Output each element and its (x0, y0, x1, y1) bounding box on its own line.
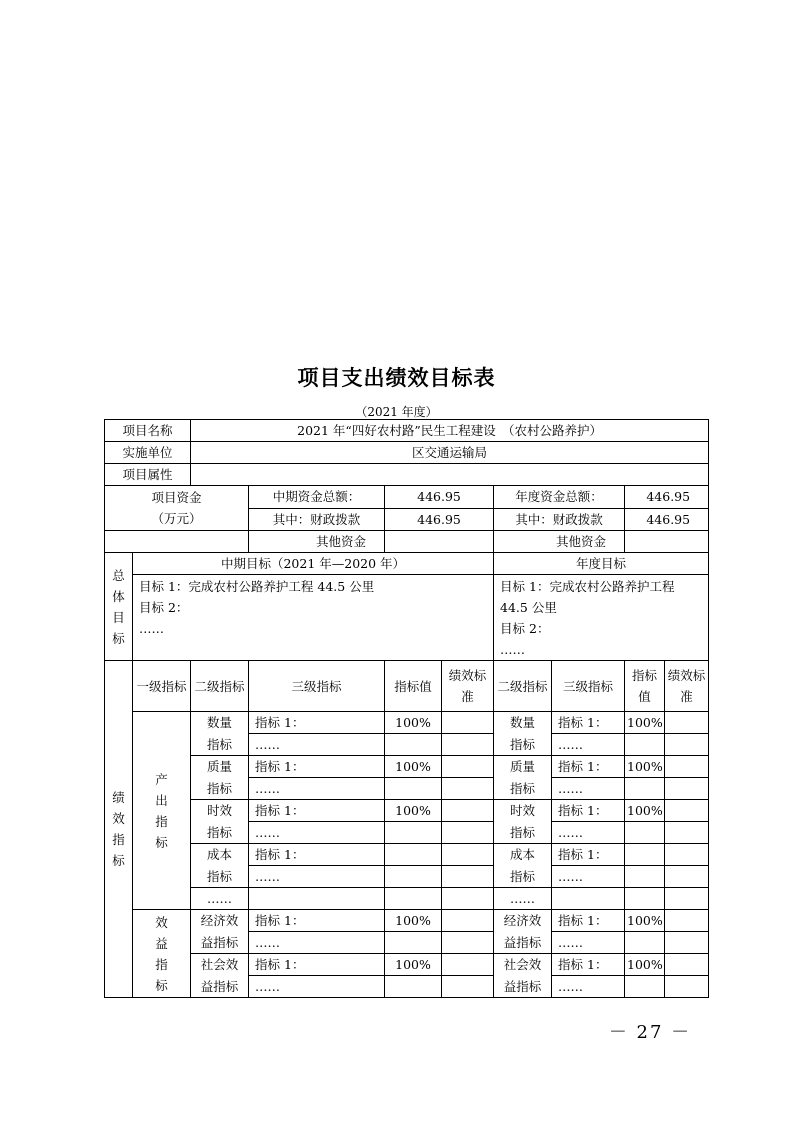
output-more-val (385, 888, 442, 910)
table-row (105, 844, 709, 866)
label-funds (105, 486, 249, 531)
row-project-name (105, 420, 709, 442)
annual-goal-content (494, 575, 709, 661)
header-indicator-value: 指标值 (385, 661, 442, 712)
header-perf-standard: 绩效标准 (442, 661, 494, 712)
output-l2-bottom: 指标 (191, 822, 249, 844)
annual-output-std2 (665, 822, 709, 844)
benefit-l2-top: 经济效 (191, 910, 249, 932)
annual-benefit-l2-bottom: 益指标 (494, 932, 552, 954)
annual-goal-line: …… (500, 642, 526, 657)
annual-output-l2-bottom: 指标 (494, 734, 552, 756)
annual-output-val2 (625, 866, 665, 888)
table-row (105, 734, 709, 756)
annual-output-std2 (665, 866, 709, 888)
output-ind1: 指标 1： (249, 800, 385, 822)
value-implementing-unit: 区交通运输局 (191, 442, 709, 464)
output-std1 (442, 800, 494, 822)
benefit-val2 (385, 932, 442, 954)
benefit-std2 (442, 976, 494, 998)
benefit-ind2: …… (249, 976, 385, 998)
annual-output-l2-bottom: 指标 (494, 778, 552, 800)
annual-benefit-l2-bottom: 益指标 (494, 976, 552, 998)
benefit-std1 (442, 954, 494, 976)
row-implementing-unit (105, 442, 709, 464)
annual-output-l2-top: 成本 (494, 844, 552, 866)
output-l2-top: 时效 (191, 800, 249, 822)
output-val2 (385, 866, 442, 888)
annual-benefit-val2 (625, 932, 665, 954)
label-project-attribute: 项目属性 (105, 464, 191, 486)
table-row (105, 756, 709, 778)
funds-blank (105, 531, 249, 553)
annual-output-std1 (665, 800, 709, 822)
header-annual-perf-standard: 绩效标准 (665, 661, 709, 712)
annual-benefit-val2 (625, 976, 665, 998)
output-l2-top: 质量 (191, 756, 249, 778)
table-row (105, 778, 709, 800)
benefit-ind1: 指标 1： (249, 910, 385, 932)
output-more-std (442, 888, 494, 910)
output-l2-top: 成本 (191, 844, 249, 866)
table-row (105, 712, 709, 734)
annual-output-more-std (665, 888, 709, 910)
header-level3: 三级指标 (249, 661, 385, 712)
benefit-ind2: …… (249, 932, 385, 954)
annual-benefit-l2-top: 经济效 (494, 910, 552, 932)
annual-benefit-ind2: …… (552, 976, 625, 998)
header-annual-indicator-value: 指标值 (625, 661, 665, 712)
label-output-indicators: 产 出 指 标 (133, 712, 191, 910)
benefit-val1: 100% (385, 910, 442, 932)
benefit-l2-bottom: 益指标 (191, 976, 249, 998)
annual-output-more: …… (494, 888, 552, 910)
annual-benefit-std2 (665, 932, 709, 954)
output-val1: 100% (385, 756, 442, 778)
row-indicator-header (105, 661, 709, 712)
output-std2 (442, 822, 494, 844)
output-val2 (385, 778, 442, 800)
table-row (105, 822, 709, 844)
value-project-attribute (191, 464, 709, 486)
annual-benefit-l2-top: 社会效 (494, 954, 552, 976)
label-annual-other: 其他资金 (494, 531, 625, 553)
label-annual-fiscal: 其中：财政拨款 (494, 508, 625, 531)
output-ind1: 指标 1： (249, 712, 385, 734)
output-std1 (442, 844, 494, 866)
label-benefit-indicators: 效 益 指 标 (133, 910, 191, 998)
annual-output-ind2: …… (552, 866, 625, 888)
label-perf-indicators: 绩 效 指 标 (105, 661, 133, 998)
header-annual-level3: 三级指标 (552, 661, 625, 712)
output-val2 (385, 734, 442, 756)
annual-output-val1: 100% (625, 712, 665, 734)
page-number: － 27 － (608, 1022, 692, 1043)
annual-output-std1 (665, 756, 709, 778)
output-val2 (385, 822, 442, 844)
performance-goal-table (104, 419, 709, 998)
document-subtitle: （2021 年度） (355, 405, 438, 419)
annual-output-ind2: …… (552, 822, 625, 844)
annual-output-ind2: …… (552, 778, 625, 800)
benefit-std2 (442, 932, 494, 954)
annual-goal-header: 年度目标 (494, 553, 709, 575)
annual-output-val2 (625, 822, 665, 844)
row-funds-other (105, 531, 709, 553)
annual-output-std2 (665, 778, 709, 800)
annual-output-val2 (625, 778, 665, 800)
label-funds-title: 项目资金 (151, 490, 202, 505)
output-val1: 100% (385, 800, 442, 822)
midterm-goal-header: 中期目标（2021 年—2020 年） (133, 553, 494, 575)
label-implementing-unit: 实施单位 (105, 442, 191, 464)
label-midterm-other: 其他资金 (249, 531, 385, 553)
value-midterm-other (385, 531, 494, 553)
table-row (105, 932, 709, 954)
output-more: …… (191, 888, 249, 910)
table-row (105, 888, 709, 910)
value-project-name: 2021 年“四好农村路”民生工程建设 （农村公路养护） (191, 420, 709, 442)
annual-output-l2-top: 质量 (494, 756, 552, 778)
midterm-goal-line: 目标 1：完成农村公路养护工程 44.5 公里 (139, 579, 375, 594)
header-level2: 二级指标 (191, 661, 249, 712)
output-std1 (442, 756, 494, 778)
value-midterm-total: 446.95 (385, 486, 494, 509)
table-row (105, 954, 709, 976)
annual-output-more-ind (552, 888, 625, 910)
benefit-l2-bottom: 益指标 (191, 932, 249, 954)
row-project-attribute (105, 464, 709, 486)
output-val1: 100% (385, 712, 442, 734)
table-row (105, 976, 709, 998)
output-ind1: 指标 1： (249, 844, 385, 866)
output-ind2: …… (249, 822, 385, 844)
annual-output-std1 (665, 844, 709, 866)
annual-output-ind1: 指标 1： (552, 712, 625, 734)
midterm-goal-line: …… (139, 621, 164, 636)
benefit-val1: 100% (385, 954, 442, 976)
benefit-l2-top: 社会效 (191, 954, 249, 976)
output-l2-bottom: 指标 (191, 778, 249, 800)
label-midterm-fiscal: 其中：财政拨款 (249, 508, 385, 531)
annual-benefit-ind2: …… (552, 932, 625, 954)
output-ind1: 指标 1： (249, 756, 385, 778)
annual-output-ind1: 指标 1： (552, 756, 625, 778)
benefit-ind1: 指标 1： (249, 954, 385, 976)
table-row (105, 910, 709, 932)
annual-output-l2-bottom: 指标 (494, 866, 552, 888)
value-annual-total: 446.95 (625, 486, 709, 509)
output-ind2: …… (249, 734, 385, 756)
output-val1 (385, 844, 442, 866)
output-std2 (442, 866, 494, 888)
annual-output-l2-top: 时效 (494, 800, 552, 822)
output-std2 (442, 778, 494, 800)
output-ind2: …… (249, 866, 385, 888)
label-midterm-total: 中期资金总额： (249, 486, 385, 509)
annual-output-ind1: 指标 1： (552, 844, 625, 866)
midterm-goal-line: 目标 2： (139, 600, 189, 615)
label-funds-unit: （万元） (151, 511, 202, 526)
label-overall-goal: 总 体 目 标 (105, 553, 133, 661)
table-row (105, 866, 709, 888)
output-std2 (442, 734, 494, 756)
annual-goal-line: 44.5 公里 (500, 600, 557, 615)
value-annual-other (625, 531, 709, 553)
annual-output-val1 (625, 844, 665, 866)
output-l2-top: 数量 (191, 712, 249, 734)
label-annual-total: 年度资金总额： (494, 486, 625, 509)
table-row (105, 800, 709, 822)
annual-output-ind1: 指标 1： (552, 800, 625, 822)
annual-output-l2-bottom: 指标 (494, 822, 552, 844)
annual-benefit-ind1: 指标 1： (552, 954, 625, 976)
benefit-std1 (442, 910, 494, 932)
row-funds-total (105, 486, 709, 509)
value-annual-fiscal: 446.95 (625, 508, 709, 531)
output-ind2: …… (249, 778, 385, 800)
row-goal-content (105, 575, 709, 661)
output-l2-bottom: 指标 (191, 734, 249, 756)
label-project-name: 项目名称 (105, 420, 191, 442)
annual-output-more-val (625, 888, 665, 910)
header-level1: 一级指标 (133, 661, 191, 712)
value-midterm-fiscal: 446.95 (385, 508, 494, 531)
output-std1 (442, 712, 494, 734)
annual-goal-line: 目标 2： (500, 621, 550, 636)
annual-output-val1: 100% (625, 756, 665, 778)
annual-benefit-std2 (665, 976, 709, 998)
annual-output-std2 (665, 734, 709, 756)
annual-output-std1 (665, 712, 709, 734)
annual-benefit-val1: 100% (625, 954, 665, 976)
benefit-val2 (385, 976, 442, 998)
annual-benefit-val1: 100% (625, 910, 665, 932)
midterm-goal-content (133, 575, 494, 661)
annual-benefit-std1 (665, 910, 709, 932)
annual-output-val2 (625, 734, 665, 756)
annual-output-l2-top: 数量 (494, 712, 552, 734)
output-l2-bottom: 指标 (191, 866, 249, 888)
output-more-ind (249, 888, 385, 910)
header-annual-level2: 二级指标 (494, 661, 552, 712)
document-title: 项目支出绩效目标表 (297, 366, 496, 390)
row-goal-header (105, 553, 709, 575)
annual-output-val1: 100% (625, 800, 665, 822)
annual-benefit-std1 (665, 954, 709, 976)
annual-goal-line: 目标 1：完成农村公路养护工程 (500, 579, 675, 594)
annual-benefit-ind1: 指标 1： (552, 910, 625, 932)
annual-output-ind2: …… (552, 734, 625, 756)
